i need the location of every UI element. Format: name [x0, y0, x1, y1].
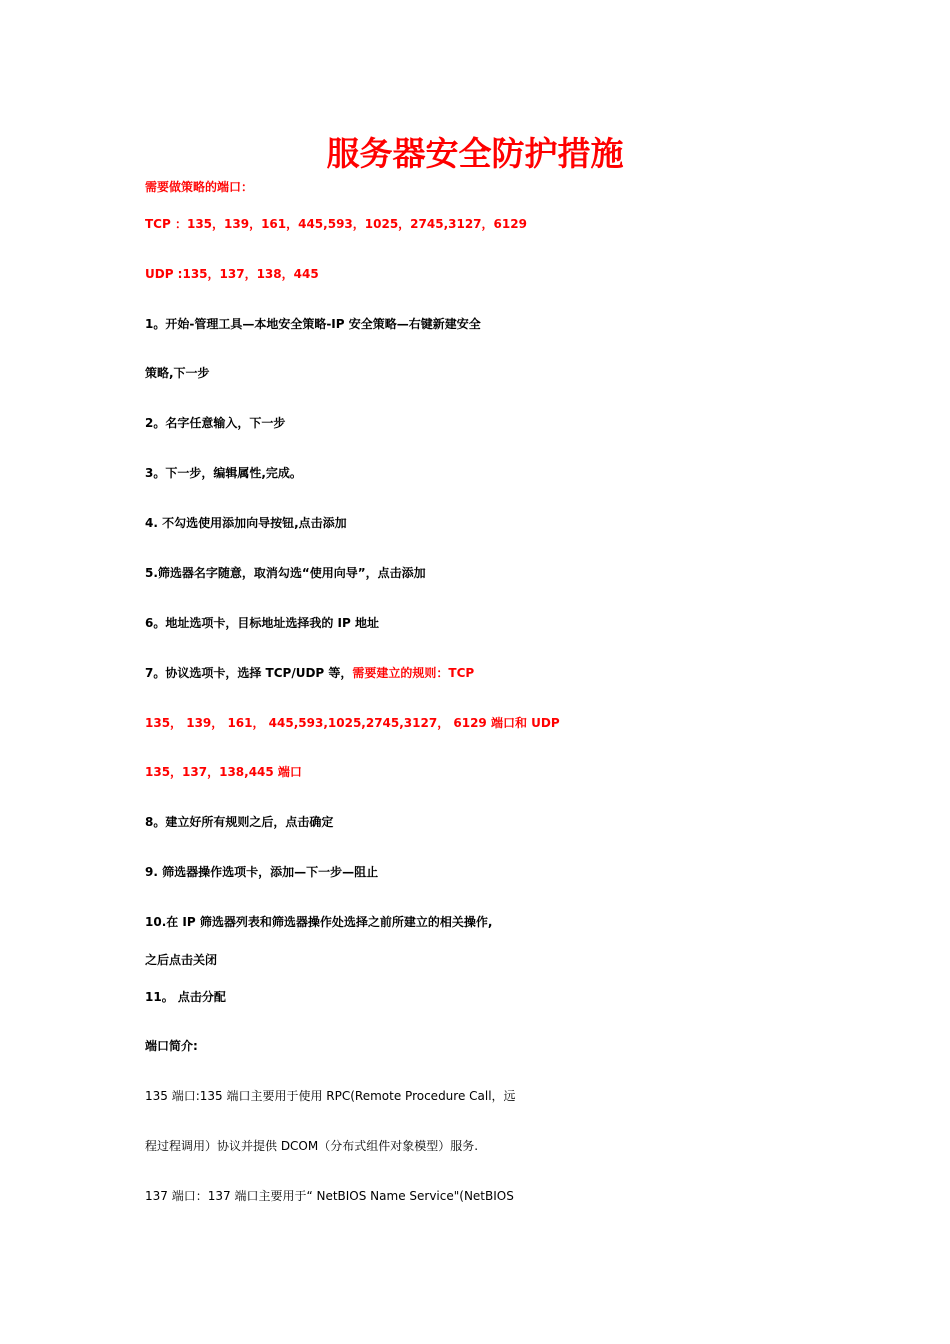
step-8: 8。建立好所有规则之后，点击确定	[145, 815, 334, 829]
step-7-line-1	[145, 660, 815, 686]
intro-135-line-1: 135 端口:135 端口主要用于使用 RPC(Remote Procedure Call，远	[145, 1089, 516, 1103]
step-6: 6。地址选项卡，目标地址选择我的 IP 地址	[145, 616, 379, 630]
step-7-line-2: 135， 139， 161， 445,593,1025,2745,3127， 6129 端口和 UDP	[145, 716, 560, 730]
ports-heading: 需要做策略的端口：	[145, 180, 254, 194]
step-3: 3。下一步，编辑属性,完成。	[145, 466, 302, 480]
step-2: 2。名字任意输入，下一步	[145, 416, 286, 430]
step-9: 9. 筛选器操作选项卡，添加—下一步—阻止	[145, 865, 379, 879]
intro-135-line-2: 程过程调用）协议并提供 DCOM（分布式组件对象模型）服务.	[145, 1139, 479, 1153]
step-5: 5.筛选器名字随意，取消勾选“使用向导”，点击添加	[145, 566, 426, 580]
tcp-ports-line: TCP ：135，139，161，445,593，1025，2745,3127，6129	[145, 217, 527, 231]
step-10-line-1: 10.在 IP 筛选器列表和筛选器操作处选择之前所建立的相关操作,	[145, 915, 493, 929]
intro-137-line-1: 137 端口：137 端口主要用于“ NetBIOS Name Service"(NetBIOS	[145, 1189, 514, 1203]
step-11: 11。 点击分配	[145, 990, 226, 1004]
document-title: 服务器安全防护措施	[326, 134, 624, 173]
step-4: 4. 不勾选使用添加向导按钮,点击添加	[145, 516, 347, 530]
udp-ports-line: UDP :135，137，138，445	[145, 267, 319, 281]
step-10-line-2: 之后点击关闭	[145, 953, 218, 967]
intro-heading: 端口简介:	[145, 1039, 198, 1053]
step-1-line-2: 策略,下一步	[145, 366, 210, 380]
step-7-line-3: 135，137，138,445 端口	[145, 765, 302, 779]
step-7-prefix: 7。协议选项卡，选择 TCP/UDP 等，	[145, 666, 353, 680]
step-7-rule-label: 需要建立的规则：TCP	[352, 666, 475, 680]
step-1-line-1: 1。开始-管理工具—本地安全策略-IP 安全策略—右键新建安全	[145, 317, 481, 331]
